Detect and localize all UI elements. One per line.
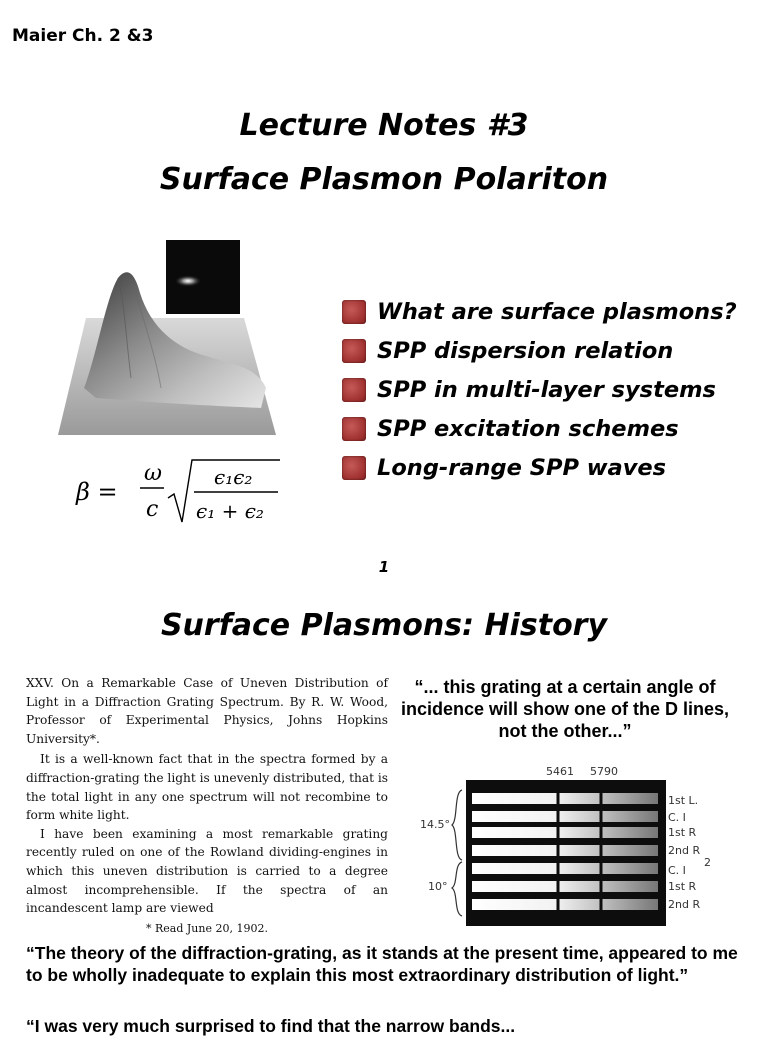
row-label: 1st R — [668, 880, 697, 893]
row-label: C. I — [668, 864, 686, 877]
topic-list — [342, 292, 737, 487]
wavelength-label: 5461 — [546, 765, 574, 778]
wood-quote-top: “... this grating at a certain angle of incidence will show one of the D lines, not the other...” — [400, 677, 730, 741]
wood-paper-excerpt — [26, 674, 388, 938]
row-label: 1st L. — [668, 794, 699, 807]
grating-spectrum-image — [418, 760, 718, 928]
row-label: 2nd R — [668, 898, 701, 911]
row-label: 1st R — [668, 826, 697, 839]
wavelength-label: 5790 — [590, 765, 618, 778]
spp-surface-plot-image — [56, 238, 286, 438]
equation-c: c — [146, 497, 159, 522]
row-label: C. I — [668, 811, 686, 824]
square-bullet-icon — [342, 417, 366, 441]
square-bullet-icon — [342, 456, 366, 480]
square-bullet-icon — [342, 378, 366, 402]
wood-quote-cut: “I was very much surprised to find that the narrow bands... — [26, 1016, 516, 1036]
paper-footnote: * Read June 20, 1902. — [146, 921, 268, 935]
group-label: 2 — [704, 856, 711, 869]
list-item: SPP dispersion relation — [342, 331, 737, 370]
angle-label: 14.5° — [420, 818, 450, 831]
list-item: What are surface plasmons? — [342, 292, 737, 331]
dispersion-equation — [74, 456, 284, 528]
equation-omega: ω — [144, 461, 162, 486]
equation-lhs: β = — [76, 478, 118, 506]
wood-quote-bottom: “The theory of the diffraction-grating, as it stands at the present time, appeared to me to be wholly inadequate to explain this most extraordinary distribution of light.” — [26, 943, 738, 985]
list-item: SPP in multi-layer systems — [342, 370, 737, 409]
slide-title-line1: Lecture Notes #3 — [239, 108, 529, 143]
equation-root-numerator: ϵ₁ϵ₂ — [214, 465, 253, 489]
paper-paragraph-2: I have been examining a most remarkable grating recently ruled on one of the Rowland dividing-engines in which this uneven distribution is carried to a degree almost incomprehensible. If the spectra of an incandescent lamp are viewed — [26, 826, 388, 916]
square-bullet-icon — [342, 339, 366, 363]
chapter-reference: Maier Ch. 2 &3 — [12, 26, 154, 46]
list-item: SPP excitation schemes — [342, 409, 737, 448]
page-number: 1 — [378, 558, 390, 576]
row-label: 2nd R — [668, 844, 701, 857]
slide-title-line2: Surface Plasmon Polariton — [159, 162, 609, 197]
slide2-title: Surface Plasmons: History — [160, 608, 608, 643]
list-item: Long-range SPP waves — [342, 448, 737, 487]
equation-root-denominator: ϵ₁ + ϵ₂ — [196, 499, 264, 523]
paper-heading: XXV. On a Remarkable Case of Uneven Distribution of Light in a Diffraction Grating Spectrum. By R. W. Wood, Professor of Experimental Physics, Johns Hopkins University*. — [26, 676, 388, 746]
square-bullet-icon — [342, 300, 366, 324]
angle-label: 10° — [428, 880, 448, 893]
paper-paragraph-1: It is a well-known fact that in the spectra formed by a diffraction-grating the light is unevenly distributed, that is the total light in any one spectrum will not recombine to form white light. — [26, 752, 389, 823]
